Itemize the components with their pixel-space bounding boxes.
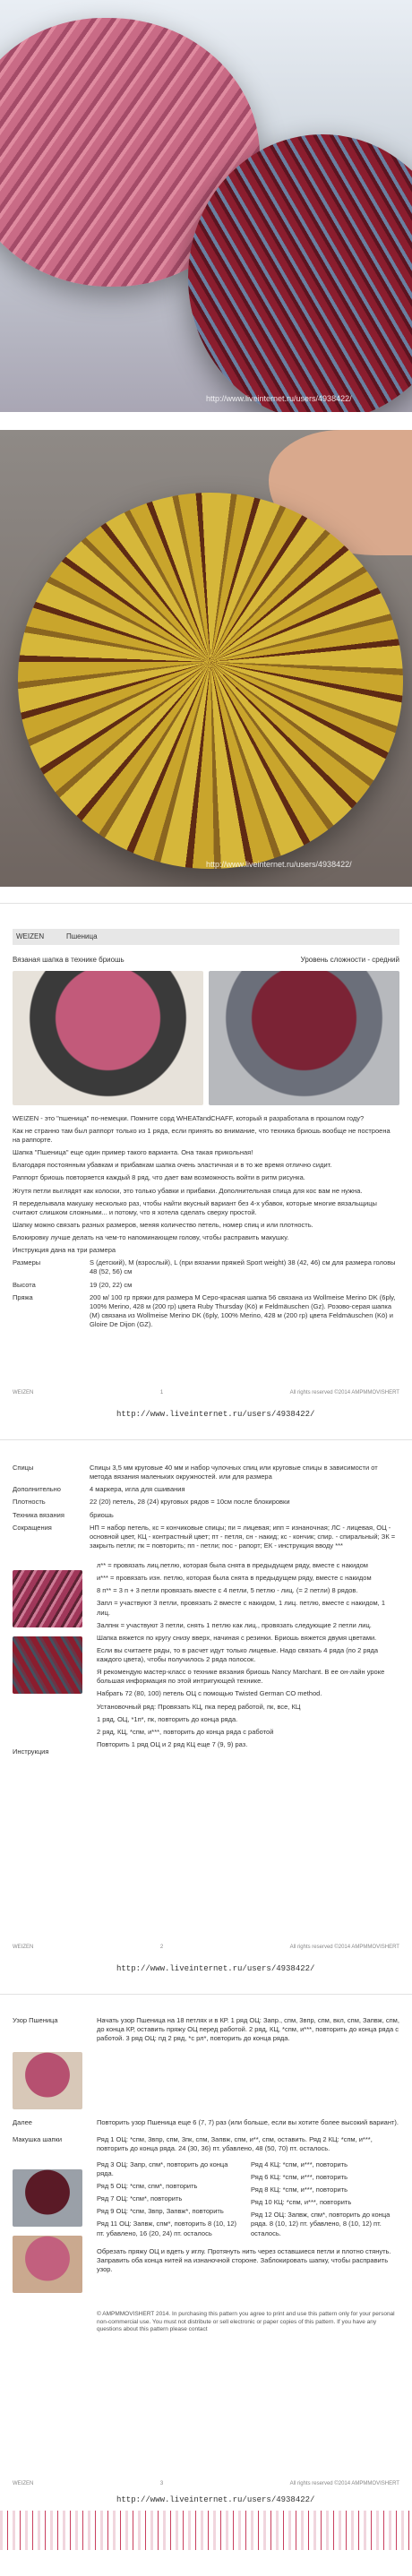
spec-value: НП = набор петель, кс = кончиковые спицы; пи = лицевая; ипп = изнаночная; ЛС - лицевая, ОЦ - основной цвет, КЦ - контрастный цвет; пт - петля, сн - накид; кс - кончик; спир. - спиральный; ЗК = закрыть петли; пк = повторить; пп - петли; пос - рапорт; ЕК - инструкция вводу *** [90,1523,396,1550]
instructions-label: Инструкция [13,1747,49,1756]
decrease-row: Ряд 4 КЦ: *спм, и***, повторить [251,2160,348,2168]
instructions-section [13,1561,399,1756]
instruction-line: Я рекомендую мастер-класс о технике вязания бриошь Nancy Marchant. В ее он-лайн уроке большая информация по этой интригующей технике. [97,1668,385,1686]
spec-row [13,1498,399,1507]
spec-value: Спицы 3,5 мм круговые 40 мм и набор чулочных спиц или круговые спицы в зависимости от метода вязания маленьких окружностей. или для размера [90,1464,378,1481]
spec-value: 22 (20) петель, 28 (24) круговых рядов = 10см после блокировки [90,1498,290,1507]
watermark-url: http://www.liveinternet.ru/users/4938422/ [116,1409,315,1419]
page-title: Вязаная шапка в технике бриошь [13,956,124,964]
instruction-line: Залпнк = участвуют 3 петли, снять 1 петлю как лиц., провязать следующие 2 петли лиц. [97,1620,372,1629]
instruction-line: Запл = участвуют 3 петли, провязать 2 вместе с накидом, 1 лиц. петлю, вместе с накидом, 1 лиц. [97,1599,386,1617]
intro-paragraph: Шапка "Пшеница" еще один пример такого варианта. Она такая прикольная! [13,1148,253,1157]
section-then [13,2118,399,2127]
intro-paragraph: Я переделывала макушку несколько раз, чтобы найти вкусный вариант без 4-х убавок, которые многие вязальщицы считают слишком сложными... и потому, что я хотела сделать сверху простой. [13,1198,377,1216]
instruction-line: Установочный ряд: Провязать КЦ, пка перед работой, пк, все, КЦ [97,1702,301,1711]
spec-row [13,1524,399,1550]
watermark-2: http://www.liveinternet.ru/users/4938422/ [206,860,352,869]
intro-paragraph: WEIZEN - это "пшеница" по-немецки. Помните сорд WHEATandCHAFF, который я разработала в прошлом году? [13,1113,365,1122]
spec-label: Высота [13,1280,36,1289]
instruction-line: Набрать 72 (80, 100) петель ОЦ с помощью Twisted German CO method. [97,1689,322,1698]
decrease-row: Ряд 3 ОЦ: Запр, спм*, повторить до конца ряда. [97,2160,228,2177]
hat-photo-small [13,2052,82,2109]
difficulty: Уровень сложности - средний [300,956,399,964]
spec-row [13,1258,399,1276]
section-label: Далее [13,2118,32,2127]
page-header-bar [13,929,399,945]
spec-row [13,1281,399,1290]
decrease-section [13,2160,399,2302]
decrease-row: Ряд 11 ОЦ: Запвж, спм*, повторить 8 (10, 12) пт. убавлено, 16 (20, 24) пт. осталось [97,2220,237,2237]
page-footer [13,2480,399,2487]
photo-pink-red-hats [0,0,412,412]
decrease-row: Ряд 7 ОЦ: *спм*, повторить [97,2194,183,2203]
hat-photo-pink [13,971,203,1105]
swatch-photo [13,1636,82,1694]
footer-left: WEIZEN [13,1944,34,1950]
spec-label: Пряжа [13,1292,33,1301]
instruction-line: 8 п** = 3 п + 3 петли провязать вместе с 4 петли, 5 петлю - лиц. (= 2 петли) 8 рядов. [97,1586,358,1595]
intro-paragraph: Раппорт бриошь повторяется каждый 8 ряд, что дает вам возможность войти в ритм рисунка. [13,1173,305,1182]
instruction-line: Если вы считаете ряды, то в расчет идут только лицевые. Надо связать 4 ряда (по 2 ряда каждого цвета), чтобы получилось 2 ряда полосок. [97,1645,379,1663]
spec-row [13,1485,399,1494]
footer-right: All rights reserved ©2014 AMPMMOVISHERT [289,1944,399,1950]
instruction-line: Шапка вяжется по кругу снизу вверх, начиная с резинки. Бриошь вяжется двумя цветами. [97,1633,377,1642]
spec-row [13,1293,399,1330]
instructions-side [13,1561,90,1756]
section-label: Макушка шапки [13,2134,63,2143]
section-crown [13,2135,399,2153]
spec-row [13,1511,399,1520]
watermark-url: http://www.liveinternet.ru/users/4938422/ [116,1963,315,1973]
hat-photo-small [13,2236,82,2293]
footer-right: All rights reserved ©2014 AMPMMOVISHERT [289,1389,399,1395]
footer-left: WEIZEN [13,2480,34,2486]
spec-label: Размеры [13,1258,41,1267]
hat-photo-small [13,2169,82,2227]
footer-right: All rights reserved ©2014 AMPMMOVISHERT [289,2480,399,2486]
instruction-line: 1 ряд, ОЦ, *1п*, пк, повторить до конца ряда. [97,1714,238,1723]
decrease-row: Ряд 5 ОЦ: *спм, спм*, повторить [97,2182,198,2190]
footer-page-number: 3 [159,2480,164,2486]
instruction-line: Повторить 1 ряд ОЦ и 2 ряд КЦ еще 7 (9, 9) раз. [97,1739,248,1748]
pattern-page-3 [0,1994,412,2550]
decrease-grid [97,2160,399,2242]
spec-label: Дополнительно [13,1485,61,1494]
watermark-url: http://www.liveinternet.ru/users/4938422/ [116,2494,315,2504]
decrease-row: Ряд 9 ОЦ: *спм, 3впр, Запвж*, повторить [97,2207,224,2216]
intro-paragraph: Жгутя петли выглядят как колоски, это только убавки и прибавки. Дополнительная спица для кос вам не нужна. [13,1186,363,1195]
instruction-line: л** = провязать лиц.петлю, которая была снята в предыдущем ряду, вместе с накидом [97,1561,368,1569]
intro-paragraph: Благодаря постоянным убавкам и прибавкам шапка очень эластичная и в то же время отлично сидит. [13,1161,332,1170]
header-right: Пшеница [66,932,98,940]
spec-label: Плотность [13,1498,46,1507]
section-text: Ряд 1 ОЦ: *спм, 3впр, спм, 3пк, спм, Запвж, спм, и**, спм, оставить. Ряд 2 КЦ: *спм, и***, повторить до конца ряда. 24 (30, 36) пт. убавлено, 48 (50, 70) пт. осталось. [97,2134,373,2152]
decorative-border-strip [0,2511,412,2550]
spec-value: бриошь [90,1510,114,1519]
spec-label: Сокращения [13,1523,52,1532]
spec-value: 19 (20, 22) см [90,1280,133,1289]
swatch-photo [13,1570,82,1627]
decrease-row: Ряд 6 КЦ: *спм, и***, повторить [251,2172,348,2181]
legal-notice: © AMPMMOVISHERT 2014. In purchasing this pattern you agree to print and use this pattern only for your personal non-commercial use. You must not distribute or sell electronic or paper copies of this pattern. If you have any questions about this pattern please contact [97,2310,395,2333]
decrease-photos [13,2160,90,2302]
pattern-page-1 [0,903,412,1432]
intro-paragraph: Как не странно там был раппорт только из 1 ряда, если принять во внимание, что техника бриошь вообще не построена на раппорте. [13,1126,391,1145]
decrease-rows [97,2160,399,2302]
intro-paragraph: Шапку можно связать разных размеров, меняя количество петель, номер спиц и или плотность. [13,1220,313,1229]
spec-label: Техника вязания [13,1510,64,1519]
instruction-line: 2 ряд, КЦ, *спм, и***, повторить до конца ряда с работой [97,1727,274,1736]
hat-photos [13,971,399,1105]
hat-photo-red [209,971,399,1105]
yellow-brioche-hat [18,493,403,869]
page-footer [13,1944,399,1951]
title-row [13,956,399,966]
finishing-text: Обрезать пряжу ОЦ и вдеть у иглу. Протянуть нить через оставшиеся петли и плотно стянуть. Заправить оба конца нитей на изнаночной стороне. Заблокировать шапку, чтобы расправить узор. [97,2246,391,2273]
page-footer [13,1389,399,1396]
section-text: Начать узор Пшеница на 18 петлях и в КР. 1 ряд ОЦ: Запр., спм, 3впр, спм, вкл, спм, Запвж, спм, до конца КР, оставить пряжу ОЦ перед работой. 2 ряд, КЦ, *спм, и***, повторить до конца ряда с работой. 3 ряд ОЦ: пд 2 ряд, *с рл*, повторить до конца ряда. [97,2016,399,2043]
pattern-page-2 [0,1439,412,1987]
photo-yellow-hat [0,430,412,887]
spec-value: S (детский), M (взрослый), L (при вязании пряжей Sport weight) 38 (42, 46) см для размера головы 48 (52, 56) см [90,1258,396,1276]
intro-paragraph: Инструкция дана на три размера [13,1246,116,1255]
decrease-row: Ряд 12 ОЦ: Запвж, спм*, повторить до конца ряда. 8 (10, 12) пт. убавлено, 8 (10, 12) пт. осталось. [251,2211,391,2237]
section-text: Повторить узор Пшеница еще 6 (7, 7) раз (или больше, если вы хотите более высокий вариант). [97,2118,399,2127]
section-wheat-pattern [13,2016,399,2043]
decrease-row: Ряд 8 КЦ: *спм, и***, повторить [251,2185,348,2194]
instructions-body [97,1561,399,1756]
watermark-1: http://www.liveinternet.ru/users/4938422/ [206,394,352,403]
spec-label: Спицы [13,1464,34,1472]
intro-paragraph: Блокировку лучше делать на чем-то напоминающем голову, чтобы расправить макушку. [13,1233,289,1242]
instruction-line: и*** = провязать изн. петлю, которая была снята в предыдущем ряду, вместе с накидом [97,1574,372,1583]
spec-row [13,1464,399,1481]
spec-value: 4 маркера, игла для сшивания [90,1485,185,1494]
footer-left: WEIZEN [13,1389,34,1395]
spec-value: 200 м/ 100 гр пряжи для размера M Серо-красная шапка 56 связана из Wollmeise Merino DK (6ply, 100% Merino, 428 м (200 гр) цвета Ruby Thursday (Kö) и Feldmäuschen (Gz). Розово-серая шапка (M) связана из Wollmeise Merino DK (6ply, 100% Merino, 428 м (200 гр) цвета Feldmäuschen (Kö) и Gloire De Dijon (GZ). [90,1292,396,1329]
section-label: Узор Пшеница [13,2016,58,2024]
decrease-row: Ряд 10 КЦ: *спм, и***, повторить [251,2198,352,2207]
header-left: WEIZEN [16,932,45,940]
footer-page-number: 1 [159,1389,164,1395]
footer-page-number: 2 [159,1944,164,1950]
